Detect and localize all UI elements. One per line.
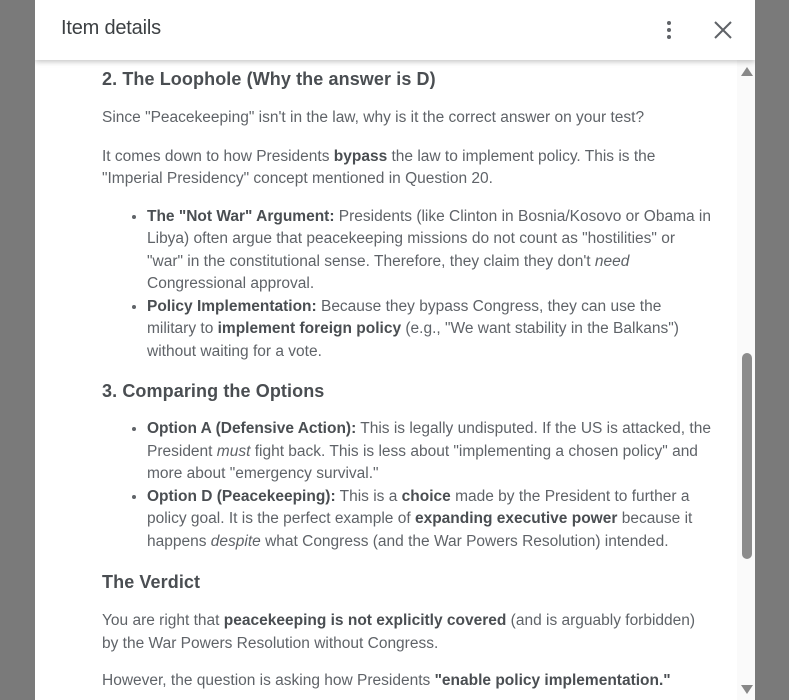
list-item <box>147 486 712 554</box>
bold-text: Option D (Peacekeeping): <box>147 487 336 505</box>
text: (e.g., "We want stability in the Balkans") without waiting for a vote. <box>147 320 679 360</box>
item-details-dialog <box>35 0 755 700</box>
paragraph <box>102 670 712 693</box>
bold-text: expanding executive power <box>414 510 618 527</box>
text: (and is arguably forbidden) by the War Powers Resolution without Congress. <box>102 612 696 652</box>
arrow-up-icon[interactable] <box>741 67 753 76</box>
dialog-title: Item details <box>61 17 161 39</box>
list-item <box>147 296 712 364</box>
bullet-list <box>102 418 712 553</box>
bold-text: peacekeeping is not explicitly covered <box>223 612 507 629</box>
paragraph <box>102 107 712 130</box>
scrollbar[interactable] <box>737 60 755 700</box>
text: what Congress (and the War Powers Resolution) intended. <box>260 532 669 550</box>
bullet-list <box>102 206 712 364</box>
bold-text: The "Not War" Argument: <box>147 207 335 225</box>
text: This is a <box>335 487 402 505</box>
bold-text: Option A (Defensive Action): <box>147 420 357 437</box>
list-item <box>147 418 712 486</box>
bold-text: bypass <box>333 147 388 165</box>
close-button[interactable] <box>709 14 737 46</box>
section-heading-verdict: The Verdict <box>102 572 201 592</box>
text: You are right that <box>102 612 224 629</box>
italic-text: need <box>594 252 630 270</box>
arrow-down-icon[interactable] <box>741 685 753 694</box>
paragraph <box>102 610 712 655</box>
more-vert-icon <box>667 21 671 25</box>
paragraph <box>102 146 712 191</box>
text: because it happens <box>147 510 693 550</box>
text: It comes down to how Presidents <box>102 147 334 165</box>
dialog-content <box>35 60 737 700</box>
text: Congressional approval. <box>147 275 315 292</box>
text: This is legally undisputed. If the US is attacked, the President <box>147 420 711 460</box>
text: made by the President to further a policy goal. It is the perfect example of <box>147 487 690 527</box>
bold-text: implement foreign policy <box>217 320 402 337</box>
bold-text: choice <box>401 487 451 505</box>
italic-text: despite <box>210 532 261 550</box>
more-vert-icon-dot <box>667 28 671 32</box>
text: Because they bypass Congress, they can use the military to <box>147 297 662 337</box>
scrollbar-thumb[interactable] <box>742 353 752 559</box>
bold-text: Policy Implementation: <box>147 297 317 315</box>
more-options-button[interactable] <box>655 14 683 46</box>
text: the law to implement policy. This is the "Imperial Presidency" concept mentioned in Question 20. <box>102 147 656 187</box>
text: However, the question is asking how Presidents <box>102 672 435 689</box>
italic-text: must <box>216 442 251 460</box>
bold-text: "enable policy implementation." <box>434 672 671 689</box>
text: Presidents (like Clinton in Bosnia/Kosovo or Obama in Libya) often argue that peacekeeping missions do not count as "hostilities" or "war" in the constitutional sense. Therefore, they claim they don't <box>147 207 711 270</box>
list-item <box>147 206 712 296</box>
dialog-header <box>35 0 755 60</box>
section-heading-comparing: 3. Comparing the Options <box>102 381 325 401</box>
text: fight back. This is less about "implementing a chosen policy" and more about "emergency survival." <box>147 442 698 482</box>
more-vert-icon-dot <box>667 35 671 39</box>
text: Since "Peacekeeping" isn't in the law, why is it the correct answer on your test? <box>102 109 645 126</box>
section-heading-loophole: 2. The Loophole (Why the answer is D) <box>102 69 436 89</box>
close-icon <box>709 14 737 46</box>
